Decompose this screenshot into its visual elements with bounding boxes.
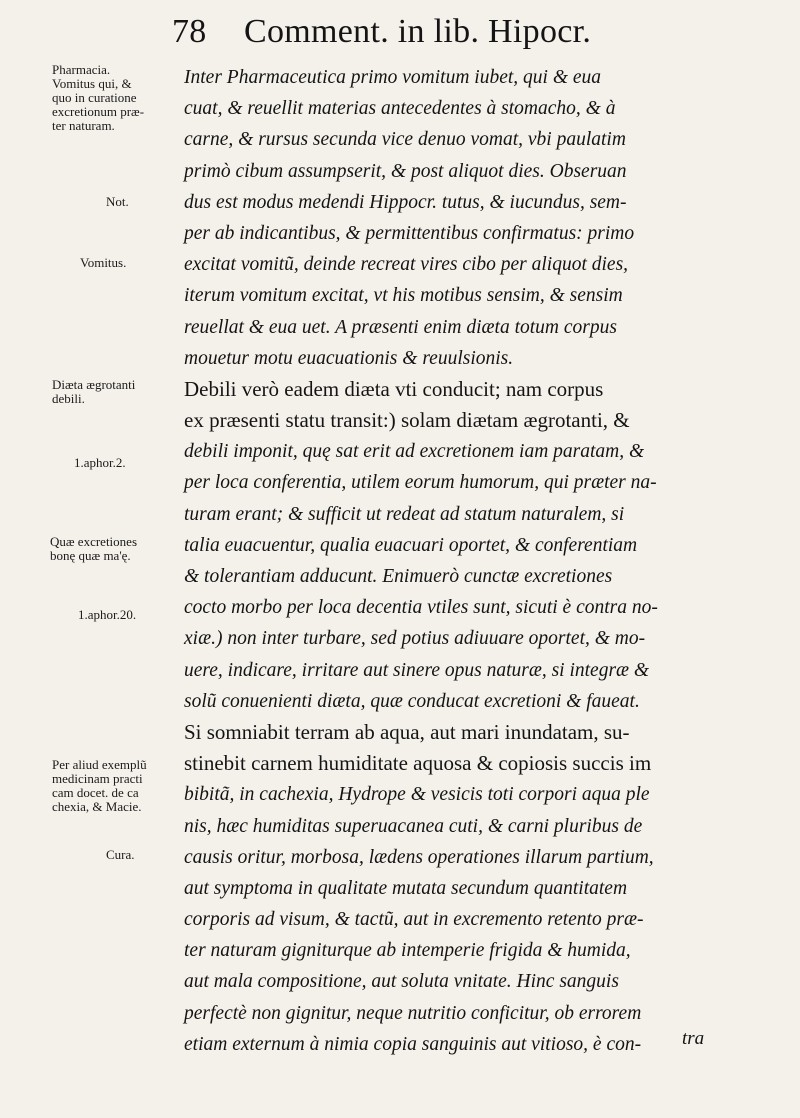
text-line: debili imponit, quę sat erit ad excretionem iam paratam, & (184, 441, 645, 463)
text-line: per loca conferentia, utilem eorum humorum, qui præter na- (184, 472, 657, 494)
text-line: Inter Pharmaceutica primo vomitum iubet, qui & eua (184, 67, 602, 88)
text-line: cuat, & reuellit materias antecedentes à stomacho, & à (184, 98, 616, 120)
text-line: ex præsenti statu transit:) solam diætam ægrotanti, & (184, 408, 630, 433)
text-line: reuellat & eua uet. A præsenti enim diæta totum corpus (184, 316, 617, 338)
text-line: carne, & rursus secunda vice denuo vomat, vbi paulatim (184, 129, 626, 151)
text-line: iterum vomitum excitat, vt his motibus sensim, & sensim (184, 285, 623, 307)
text-line: aut symptoma in qualitate mutata secundum quantitatem (184, 877, 628, 899)
margin-note: Per aliud exemplũ medicinam practi cam docet. de ca chexia, & Macie. (52, 757, 147, 814)
margin-note: Quæ excretiones bonę quæ ma'ę. (50, 534, 138, 563)
text-line: primò cibum assumpserit, & post aliquot dies. Obseruan (184, 160, 627, 182)
text-line: mouetur motu euacuationis & reuulsionis. (184, 347, 514, 369)
text-line: dus est modus medendi Hippocr. tutus, & iucundus, sem- (184, 191, 627, 213)
margin-note: Cura. (106, 847, 135, 862)
margin-note: 1.aphor.20. (78, 607, 137, 622)
text-line: causis oritur, morbosa, lædens operationes illarum partium, (184, 846, 654, 868)
margin-note: Pharmacia. Vomitus qui, & quo in curatione excretionum præ- ter naturam. (52, 62, 145, 133)
text-line: xiæ.) non inter turbare, sed potius adiuuare oportet, & mo- (184, 628, 646, 650)
page-number: 78 (172, 13, 207, 50)
text-line: uere, indicare, irritare aut sinere opus naturæ, si integræ & (184, 659, 650, 681)
margin-note: 1.aphor.2. (74, 455, 126, 470)
margin-note: Diæta ægrotanti debili. (52, 377, 136, 406)
text-line: excitat vomitũ, deinde recreat vires cibo per aliquot dies, (184, 254, 629, 276)
text-line: & tolerantiam adducunt. Enimuerò cunctæ excretiones (184, 566, 613, 587)
text-line: etiam externum à nimia copia sanguinis aut vitioso, è con- (184, 1033, 642, 1055)
text-line: perfectè non gignitur, neque nutritio conficitur, ob errorem (184, 1002, 642, 1024)
text-line: solũ conuenienti diæta, quæ conducat excretioni & faueat. (184, 690, 640, 712)
text-line: stinebit carnem humiditate aquosa & copiosis succis im (184, 751, 652, 776)
text-line: Si somniabit terram ab aqua, aut mari inundatam, su- (184, 719, 630, 744)
text-line: aut mala compositione, aut soluta vnitate. Hinc sanguis (184, 971, 619, 993)
margin-note: Vomitus. (80, 255, 127, 270)
text-line: bibitã, in cachexia, Hydrope & vesicis toti corpori aqua ple (184, 784, 650, 806)
text-line: ter naturam gigniturque ab intemperie frigida & humida, (184, 940, 631, 962)
text-line: cocto morbo per loca decentia vtiles sunt, sicuti è contra no- (184, 597, 658, 619)
marginal-notes (0, 0, 185, 1118)
text-line: talia euacuentur, qualia euacuari oportet, & conferentiam (184, 534, 638, 556)
text-line: per ab indicantibus, & permittentibus confirmatus: primo (184, 222, 635, 244)
text-line: Debili verò eadem diæta vti conducit; nam corpus (184, 376, 604, 401)
text-line: corporis ad visum, & tactũ, aut in excremento retento præ- (184, 909, 644, 931)
running-title: Comment. in lib. Hipocr. (244, 13, 592, 50)
catchword: tra (682, 1028, 705, 1049)
running-header (172, 8, 772, 56)
margin-note: Not. (106, 194, 129, 209)
text-line: nis, hæc humiditas superuacanea cuti, & carni pluribus de (184, 815, 643, 837)
text-line: turam erant; & sufficit ut redeat ad statum naturalem, si (184, 503, 625, 525)
main-text-block (184, 62, 756, 1060)
